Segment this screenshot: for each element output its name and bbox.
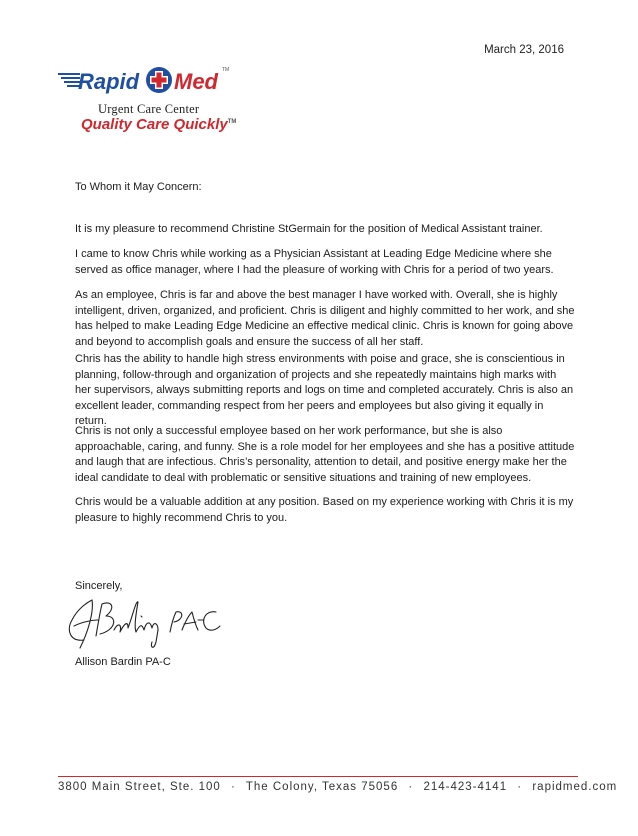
paragraph: Chris is not only a successful employee based on her work performance, but she is also approachable, caring, and funny. She is a role model for her employees and she has a positive attitude and laugh that are infectious. Chris’s personality, attention to detail, and positive energy make her the ideal candidate to deal with problematic or sensitive situations and training of new employees. — [75, 425, 575, 484]
footer-separator: · — [231, 781, 236, 793]
logo-speed-line — [58, 73, 80, 75]
logo-tagline-text: Quality Care Quickly — [81, 116, 228, 133]
letter-date: March 23, 2016 — [484, 44, 564, 56]
logo-brand-right: Med — [174, 69, 218, 94]
footer-address: 3800 Main Street, Ste. 100 — [58, 781, 221, 793]
footer-separator: · — [408, 781, 414, 793]
footer-website: rapidmed.com — [532, 781, 618, 793]
paragraph: Chris would be a valuable addition at any position. Based on my experience working with Chris it is my pleasure to highly recommend Chris to you. — [75, 496, 574, 524]
footer-city: The Colony, Texas 75056 — [245, 781, 399, 793]
paragraph: As an employee, Chris is far and above the best manager I have worked with. Overall, she is highly intelligent, driven, organized, and proficient. Chris is diligent and highly committed to her work, and she has helped to make Leading Edge Medicine an effective medical clinic. Chris is known for going above and beyond to accomplish goals and ensure the success of all her staff. — [75, 289, 575, 348]
logo-brand-left: Rapid — [78, 69, 140, 94]
closing: Sincerely, — [75, 580, 123, 592]
footer-rule — [58, 776, 578, 777]
paragraph: Chris has the ability to handle high stress environments with poise and grace, she is conscientious in planning, follow-through and organization of projects and she repeatedly maintains high marks with her supervisors, always submitting reports and logs on time and completed accurately. Chris is also an excellent leader, commanding respect from her peers and employees but also giving it equally in return. — [75, 353, 574, 428]
footer-phone: 214-423-4141 — [423, 781, 508, 793]
logo-mark — [58, 62, 258, 102]
handwritten-signature — [66, 590, 236, 656]
logo-trademark: TM — [222, 67, 230, 73]
salutation: To Whom it May Concern: — [75, 181, 202, 193]
footer-contact — [58, 781, 618, 793]
logo-tagline — [81, 116, 236, 133]
paragraph: I came to know Chris while working as a Physician Assistant at Leading Edge Medicine where she served as office manager, where I had the pleasure of working with Chris for a period of two years. — [75, 248, 554, 276]
footer-separator: · — [517, 781, 523, 793]
signer-name: Allison Bardin PA-C — [75, 656, 171, 668]
logo-tagline-trademark: TM — [227, 119, 237, 125]
logo-subtitle: Urgent Care Center — [98, 102, 200, 116]
paragraph: It is my pleasure to recommend Christine StGermain for the position of Medical Assistant trainer. — [75, 223, 543, 235]
